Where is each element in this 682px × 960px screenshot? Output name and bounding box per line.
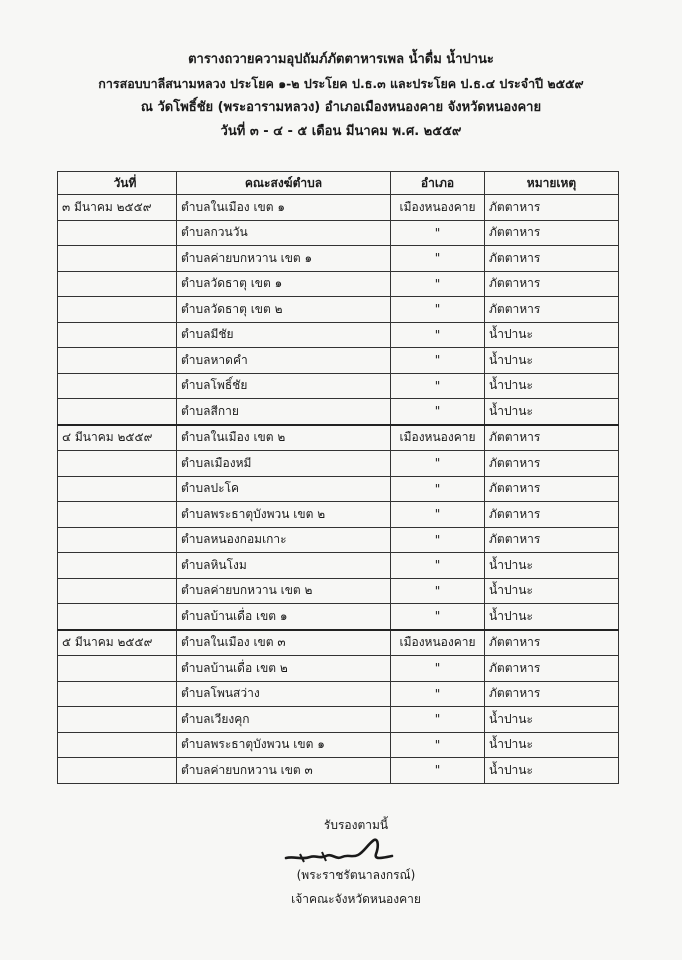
table-body	[58, 195, 619, 784]
district-cell: "	[391, 578, 485, 604]
note-cell: ภัตตาหาร	[485, 502, 619, 528]
date-cell	[58, 348, 177, 374]
note-cell: ภัตตาหาร	[485, 476, 619, 502]
district-cell: "	[391, 681, 485, 707]
note-cell: ภัตตาหาร	[485, 246, 619, 272]
district-cell: "	[391, 732, 485, 758]
district-cell: "	[391, 527, 485, 553]
note-cell: น้ำปานะ	[485, 732, 619, 758]
subdistrict-cell: ตำบลพระธาตุบังพวน เขต ๑	[177, 732, 391, 758]
header-date: วันที่	[58, 172, 177, 195]
title-line-1: ตารางถวายความอุปถัมภ์ภัตตาหารเพล น้ำดื่ม น้ำปานะ	[188, 52, 494, 67]
note-cell: น้ำปานะ	[485, 399, 619, 425]
table-row	[58, 297, 619, 323]
header-note: หมายเหตุ	[485, 172, 619, 195]
note-cell: ภัตตาหาร	[485, 630, 619, 656]
note-cell: น้ำปานะ	[485, 604, 619, 630]
note-cell: น้ำปานะ	[485, 348, 619, 374]
date-cell	[58, 297, 177, 323]
date-cell	[58, 604, 177, 630]
note-cell: ภัตตาหาร	[485, 681, 619, 707]
table-row	[58, 630, 619, 656]
date-cell	[58, 246, 177, 272]
date-cell	[58, 322, 177, 348]
table-row	[58, 604, 619, 630]
table-row	[58, 476, 619, 502]
table-row	[58, 373, 619, 399]
title-line-3: ณ วัดโพธิ์ชัย (พระอารามหลวง) อำเภอเมืองหนองคาย จังหวัดหนองคาย	[140, 100, 542, 115]
subdistrict-cell: ตำบลมีชัย	[177, 322, 391, 348]
note-cell: น้ำปานะ	[485, 758, 619, 784]
subdistrict-cell: ตำบลกวนวัน	[177, 220, 391, 246]
subdistrict-cell: ตำบลค่ายบกหวาน เขต ๒	[177, 578, 391, 604]
subdistrict-cell: ตำบลวัดธาตุ เขต ๑	[177, 271, 391, 297]
subdistrict-cell: ตำบลหาดคำ	[177, 348, 391, 374]
table-row	[58, 425, 619, 451]
district-cell: "	[391, 656, 485, 682]
district-cell: เมืองหนองคาย	[391, 425, 485, 451]
date-cell	[58, 220, 177, 246]
subdistrict-cell: ตำบลหนองกอมเกาะ	[177, 527, 391, 553]
table-row	[58, 553, 619, 579]
district-cell: "	[391, 297, 485, 323]
note-cell: ภัตตาหาร	[485, 451, 619, 477]
district-cell: "	[391, 604, 485, 630]
subdistrict-cell: ตำบลในเมือง เขต ๒	[177, 425, 391, 451]
subdistrict-cell: ตำบลบ้านเดื่อ เขต ๒	[177, 656, 391, 682]
district-cell: "	[391, 348, 485, 374]
note-cell: น้ำปานะ	[485, 707, 619, 733]
note-cell: น้ำปานะ	[485, 373, 619, 399]
date-cell	[58, 502, 177, 528]
district-cell: เมืองหนองคาย	[391, 195, 485, 221]
date-cell: ๓ มีนาคม ๒๕๕๙	[58, 195, 177, 221]
date-cell	[58, 656, 177, 682]
date-cell	[58, 373, 177, 399]
subdistrict-cell: ตำบลพระธาตุบังพวน เขต ๒	[177, 502, 391, 528]
subdistrict-cell: ตำบลโพธิ์ชัย	[177, 373, 391, 399]
district-cell: "	[391, 502, 485, 528]
district-cell: "	[391, 322, 485, 348]
date-cell: ๔ มีนาคม ๒๕๕๙	[58, 425, 177, 451]
district-cell: "	[391, 707, 485, 733]
table-row	[58, 399, 619, 425]
district-cell: เมืองหนองคาย	[391, 630, 485, 656]
subdistrict-cell: ตำบลบ้านเดื่อ เขต ๑	[177, 604, 391, 630]
table-row	[58, 246, 619, 272]
district-cell: "	[391, 246, 485, 272]
date-cell	[58, 399, 177, 425]
table-row	[58, 758, 619, 784]
date-cell	[58, 451, 177, 477]
date-cell	[58, 732, 177, 758]
date-cell	[58, 758, 177, 784]
table-row	[58, 502, 619, 528]
table-row	[58, 322, 619, 348]
note-cell: ภัตตาหาร	[485, 220, 619, 246]
header-district: อำเภอ	[391, 172, 485, 195]
table-header-row	[58, 172, 619, 195]
subdistrict-cell: ตำบลเวียงคุก	[177, 707, 391, 733]
subdistrict-cell: ตำบลโพนสว่าง	[177, 681, 391, 707]
table-row	[58, 707, 619, 733]
subdistrict-cell: ตำบลเมืองหมี	[177, 451, 391, 477]
schedule-table	[57, 171, 619, 784]
table-row	[58, 451, 619, 477]
subdistrict-cell: ตำบลค่ายบกหวาน เขต ๑	[177, 246, 391, 272]
note-cell: ภัตตาหาร	[485, 271, 619, 297]
signatory-name: (พระราชรัตนาลงกรณ์)	[296, 868, 416, 882]
district-cell: "	[391, 451, 485, 477]
note-cell: ภัตตาหาร	[485, 297, 619, 323]
table-row	[58, 681, 619, 707]
date-cell	[58, 681, 177, 707]
subdistrict-cell: ตำบลปะโค	[177, 476, 391, 502]
certify-text: รับรองตามนี้	[323, 818, 389, 832]
note-cell: ภัตตาหาร	[485, 527, 619, 553]
document-header	[0, 48, 682, 144]
date-cell	[58, 707, 177, 733]
date-cell	[58, 553, 177, 579]
signature-mark	[282, 836, 402, 870]
district-cell: "	[391, 220, 485, 246]
district-cell: "	[391, 758, 485, 784]
table-row	[58, 195, 619, 221]
date-cell	[58, 578, 177, 604]
table-row	[58, 732, 619, 758]
subdistrict-cell: ตำบลหินโงม	[177, 553, 391, 579]
header-subdistrict: คณะสงฆ์ตำบล	[177, 172, 391, 195]
district-cell: "	[391, 373, 485, 399]
date-cell	[58, 527, 177, 553]
note-cell: น้ำปานะ	[485, 322, 619, 348]
table-row	[58, 578, 619, 604]
table-row	[58, 348, 619, 374]
date-cell	[58, 476, 177, 502]
subdistrict-cell: ตำบลวัดธาตุ เขต ๒	[177, 297, 391, 323]
table-row	[58, 527, 619, 553]
note-cell: น้ำปานะ	[485, 578, 619, 604]
date-cell: ๕ มีนาคม ๒๕๕๙	[58, 630, 177, 656]
subdistrict-cell: ตำบลในเมือง เขต ๓	[177, 630, 391, 656]
district-cell: "	[391, 399, 485, 425]
note-cell: น้ำปานะ	[485, 553, 619, 579]
note-cell: ภัตตาหาร	[485, 425, 619, 451]
subdistrict-cell: ตำบลค่ายบกหวาน เขต ๓	[177, 758, 391, 784]
district-cell: "	[391, 476, 485, 502]
district-cell: "	[391, 553, 485, 579]
note-cell: ภัตตาหาร	[485, 656, 619, 682]
subdistrict-cell: ตำบลสีกาย	[177, 399, 391, 425]
title-line-2: การสอบบาลีสนามหลวง ประโยค ๑-๒ ประโยค ป.ธ.๓ และประโยค ป.ธ.๔ ประจำปี ๒๕๕๙	[98, 76, 584, 91]
date-cell	[58, 271, 177, 297]
title-line-4: วันที่ ๓ - ๔ - ๕ เดือน มีนาคม พ.ศ. ๒๕๕๙	[220, 124, 462, 139]
note-cell: ภัตตาหาร	[485, 195, 619, 221]
table-row	[58, 656, 619, 682]
district-cell: "	[391, 271, 485, 297]
signatory-position: เจ้าคณะจังหวัดหนองคาย	[291, 892, 421, 906]
subdistrict-cell: ตำบลในเมือง เขต ๑	[177, 195, 391, 221]
table-row	[58, 271, 619, 297]
table-row	[58, 220, 619, 246]
